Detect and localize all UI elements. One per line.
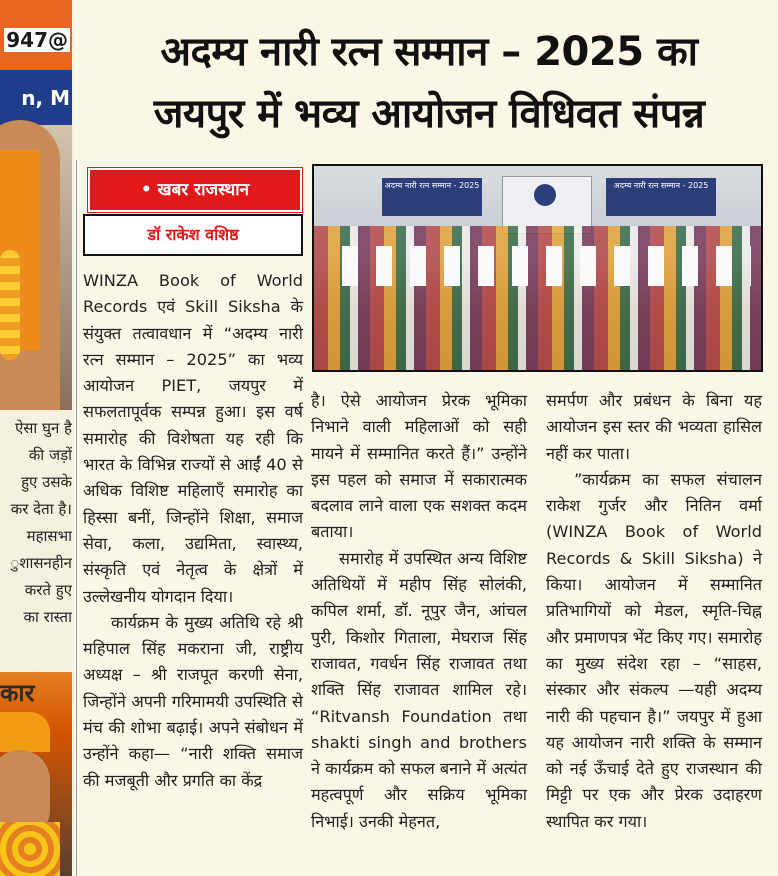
- paragraph: है। ऐसे आयोजन प्रेरक भूमिका निभाने वाली महिलाओं को सही मायने में सम्मानित करते हैं।” उन्होंने इस पहल को समाज में सकारात्मक बदलाव लाने वाला एक सशक्त कदम बताया।: [311, 391, 527, 542]
- left-text-line: की जड़ों: [28, 446, 72, 464]
- paragraph: WINZA Book of World Records एवं Skill Siksha के संयुक्त तत्वावधान में “अदम्य नारी रत्न सम्मान – 2025” का भव्य आयोजन PIET, जयपुर में सफलतापूर्वक सम्पन्न हुआ। इस वर्ष समारोह की विशेषता यह रही कि भारत के विभिन्न राज्यों से आईं 40 से अधिक विशिष्ट महिलाएँ समारोह का हिस्सा बनीं, जिन्होंने शिक्षा, समाज सेवा, कला, उद्यमिता, स्वास्थ्य, संस्कृति एवं नेतृत्व के क्षेत्रों में उल्लेखनीय योगदान दिया।: [83, 271, 303, 606]
- left-text-line: ुशासनहीन: [10, 554, 72, 572]
- flower-garland: [0, 250, 20, 360]
- banner-text: n, M: [21, 86, 70, 110]
- stage-banner-left: अदम्य नारी रत्न सम्मान - 2025: [382, 178, 482, 216]
- orange-banner: [0, 0, 72, 70]
- article-column-1: [83, 268, 303, 794]
- left-clipping-photo-top: [0, 0, 72, 410]
- headline-line-2: जयपुर में भव्य आयोजन विधिवत संपन्न: [153, 91, 705, 137]
- flower-garland: [0, 822, 60, 876]
- headline-line-1: अदम्य नारी रत्न सम्मान – 2025 का: [160, 29, 698, 75]
- column-divider: [76, 160, 77, 876]
- stage-banner-right: अदम्य नारी रत्न सम्मान - 2025: [606, 178, 716, 216]
- banner-text: 947@: [6, 28, 68, 52]
- paragraph: समर्पण और प्रबंधन के बिना यह आयोजन इस स्तर की भव्यता हासिल नहीं कर पाता।: [546, 391, 762, 463]
- banner-text: कार: [0, 679, 35, 707]
- saffron-cap: [0, 712, 50, 752]
- left-text-line: हुए उसके: [21, 473, 72, 491]
- left-text-line: कर देता है।: [10, 500, 72, 518]
- paragraph: कार्यक्रम के मुख्य अतिथि रहे श्री महिपाल सिंह मकराना जी, राष्ट्रीय अध्यक्ष – श्री राजपूत करणी सेना, जिन्होंने अपनी गरिमामयी उपस्थिति से मंच की शोभा बढ़ाई। अपने संबोधन में उन्होंने कहा— “नारी शक्ति समाज की मजबूती और प्रगति का केंद्र: [83, 612, 303, 790]
- left-text-line: करते हुए: [24, 581, 72, 599]
- logo-icon: [534, 184, 556, 206]
- article-column-3: [546, 388, 762, 835]
- section-badge: • खबर राजस्थान: [88, 168, 302, 212]
- paragraph: समारोह में उपस्थित अन्य विशिष्ट अतिथियों में महीप सिंह सोलंकी, कपिल शर्मा, डॉ. नूपुर जैन, आंचल पुरी, किशोर गिताला, मेघराज सिंह राजावत, गवर्धन सिंह राजावत तथा शक्ति सिंह राजावत शामिल रहे। “Ritvansh Foundation तथा shakti singh and brothers ने कार्यक्रम को सफल बनाने में अत्यंत महत्वपूर्ण और सक्रिय भूमिका निभाई। उनकी मेहनत,: [311, 548, 527, 831]
- left-text-line: का रास्ता: [23, 608, 72, 626]
- blue-banner: [0, 70, 72, 125]
- author-byline: डॉ राकेश वशिष्ठ: [83, 214, 303, 256]
- left-clipping-text: [0, 415, 72, 631]
- article-column-2: [311, 388, 527, 835]
- left-clipping-photo-bottom: [0, 672, 72, 876]
- paragraph: ”कार्यक्रम का सफल संचालन राकेश गुर्जर और नितिन वर्मा (WINZA Book of World Records & Skill Siksha) ने किया। आयोजन में सम्मानित प्रतिभागियों को मेडल, स्मृति-चिह्न और प्रमाणपत्र भेंट किए गए। समारोह का मुख्य संदेश रहा – “साहस, संस्कार और संकल्प —यही अदम्य नारी की पहचान है।” जयपुर में हुआ यह आयोजन नारी शक्ति के सम्मान को नई ऊँचाई देते हुए राजस्थान की मिट्टी पर एक और प्रेरक उदाहरण स्थापित कर गया।: [546, 469, 762, 831]
- certificates: [324, 246, 751, 286]
- left-text-line: ऐसा घुन है: [14, 419, 72, 437]
- left-text-line: महासभा: [26, 527, 72, 545]
- event-group-photo: [312, 164, 763, 372]
